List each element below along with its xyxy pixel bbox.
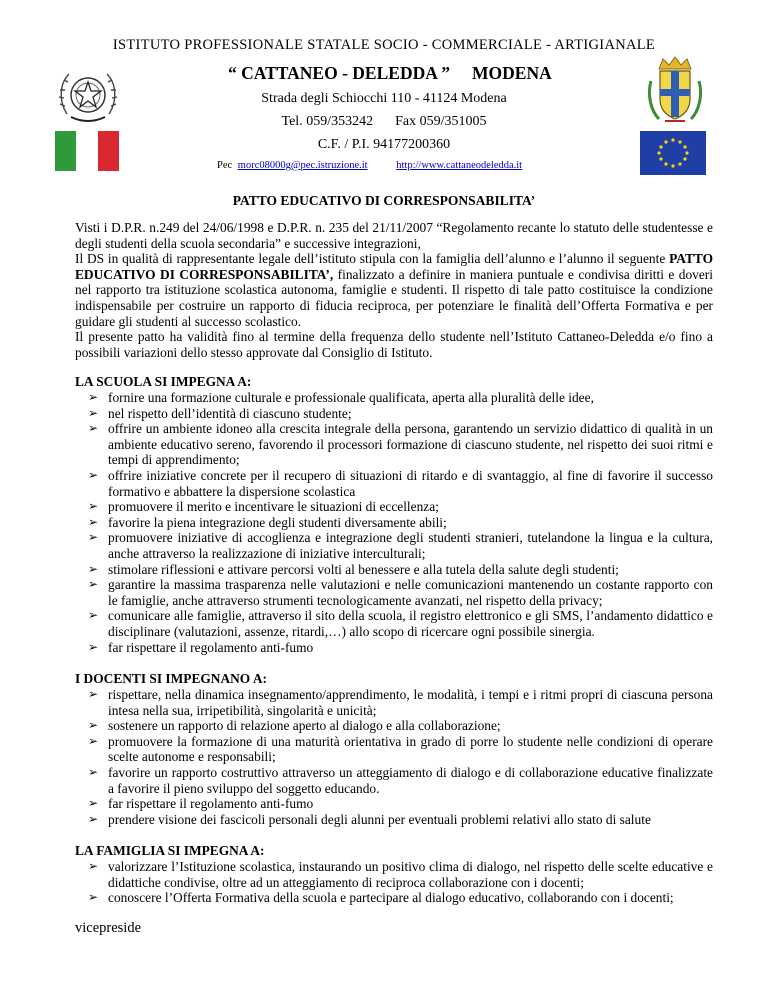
list-item: ➢ promuovere il merito e incentivare le situazioni di eccellenza; bbox=[88, 499, 713, 515]
pec-email-link[interactable]: morc08000g@pec.istruzione.it bbox=[237, 160, 368, 171]
school-name: “ CATTANEO - DELEDDA ” bbox=[228, 63, 451, 83]
phone: Tel. 059/353242 bbox=[281, 114, 374, 129]
school-address: Strada degli Schiocchi 110 - 41124 Modena bbox=[261, 91, 507, 106]
list-item: ➢ promuovere la formazione di una maturità orientativa in grado di porre lo studente nelle condizioni di operare scelte autonome e responsabili; bbox=[88, 734, 713, 765]
list-item: ➢ garantire la massima trasparenza nelle valutazioni e nelle comunicazioni mantenendo un costante rapporto con le famiglie, anche attraverso strumenti tecnologicamente avanzati, nel rispetto della privacy; bbox=[88, 577, 713, 608]
list-item: ➢ valorizzare l’Istituzione scolastica, instaurando un positivo clima di dialogo, nel rispetto delle scelte educative e didattiche condivise, oltre ad un atteggiamento di reciproca collaborazione con i docenti; bbox=[88, 859, 713, 890]
list-item: ➢ conoscere l’Offerta Formativa della scuola e partecipare al dialogo educativo, collaborando con i docenti; bbox=[88, 890, 713, 906]
intro-text bbox=[75, 220, 713, 360]
list-item: ➢ favorire la piena integrazione degli studenti diversamente abili; bbox=[88, 515, 713, 531]
list-item: ➢ fornire una formazione culturale e professionale qualificata, aperta alla pluralità delle idee, bbox=[88, 390, 713, 406]
school-type: ISTITUTO PROFESSIONALE STATALE SOCIO - COMMERCIALE - ARTIGIANALE bbox=[112, 37, 656, 53]
pec-label: Pec bbox=[217, 160, 233, 171]
list-item: ➢ prendere visione dei fascicoli personali degli alunni per eventuali problemi relativi allo stato di salute bbox=[88, 812, 713, 828]
list-item: ➢ comunicare alle famiglie, attraverso il sito della scuola, il registro elettronico e gli SMS, l’andamento didattico e disciplinare (valutazioni, assenze, ritardi,…) allo scopo di ricercare ogni possibile sinergia. bbox=[88, 608, 713, 639]
section-heading-family: LA FAMIGLIA SI IMPEGNA A: bbox=[75, 843, 265, 858]
intro-p2-end: finalizzato a definire in maniera puntuale e condivisa diritti e doveri nel rapporto tra istituzione scolastica autonoma, famiglie e studenti. Il rispetto di tale patto costituisce la condizione indispensabile per costruire un rapporto di fiducia reciproca, per potenziare le finalità dell’Offerta Formativa e per guidare gli studenti al successo scolastico. bbox=[75, 266, 713, 329]
teacher-commitments-list bbox=[88, 687, 713, 827]
list-item: ➢ sostenere un rapporto di relazione aperto al dialogo e alla collaborazione; bbox=[88, 718, 713, 734]
intro-paragraph-1: Visti i D.P.R. n.249 del 24/06/1998 e D.P.R. n. 235 del 21/11/2007 “Regolamento recante lo statuto delle studentesse e degli studenti della scuola secondaria” e successive integrazioni, bbox=[75, 220, 713, 251]
school-city: MODENA bbox=[472, 63, 552, 83]
pec-line bbox=[217, 160, 577, 171]
section-heading-school: LA SCUOLA SI IMPEGNA A: bbox=[75, 374, 252, 389]
fax: Fax 059/351005 bbox=[395, 114, 487, 129]
italian-emblem-icon bbox=[55, 62, 121, 128]
list-item: ➢ nel rispetto dell’identità di ciascuno studente; bbox=[88, 406, 713, 422]
website-link[interactable]: http://www.cattaneodeledda.it bbox=[396, 160, 523, 171]
intro-p2-start: Il DS in qualità di rappresentante legale dell’istituto stipula con la famiglia dell’alunno e l’alunno il seguente bbox=[75, 251, 670, 267]
list-item: ➢ far rispettare il regolamento anti-fumo bbox=[88, 640, 713, 656]
intro-paragraph-2 bbox=[75, 251, 713, 329]
list-item: ➢ promuovere iniziative di accoglienza e integrazione degli studenti stranieri, tutelandone la lingua e la cultura, anche attraverso la realizzazione di iniziative interculturali; bbox=[88, 530, 713, 561]
section-heading-teachers: I DOCENTI SI IMPEGNANO A: bbox=[75, 671, 267, 686]
list-item: ➢ far rispettare il regolamento anti-fumo bbox=[88, 796, 713, 812]
tax-code: C.F. / P.I. 94177200360 bbox=[317, 137, 451, 152]
intro-paragraph-3: Il presente patto ha validità fino al termine della frequenza dello studente nell’Istituto Cattaneo-Deledda e/o fino a possibili variazioni dello stesso approvate dal Consiglio di Istituto. bbox=[75, 329, 713, 360]
list-item: ➢ stimolare riflessioni e attivare percorsi volti al benessere e alla tutela della salute degli studenti; bbox=[88, 562, 713, 578]
family-commitments-list bbox=[88, 859, 713, 906]
list-item: ➢ favorire un rapporto costruttivo attraverso un atteggiamento di dialogo e di collaborazione educative finalizzate a favorire il pieno sviluppo del soggetto educando. bbox=[88, 765, 713, 796]
school-commitments-list bbox=[88, 390, 713, 655]
modena-coat-of-arms-icon bbox=[645, 55, 705, 125]
footer-text: vicepreside bbox=[75, 920, 142, 936]
list-item: ➢ rispettare, nella dinamica insegnamento/apprendimento, le modalità, i tempi e i ritmi propri di ciascuna persona intesa nella sua, irripetibilità, singolarità e unicità; bbox=[88, 687, 713, 718]
eu-flag-icon bbox=[640, 131, 706, 175]
document-title: PATTO EDUCATIVO DI CORRESPONSABILITA’ bbox=[232, 193, 536, 208]
list-item: ➢ offrire iniziative concrete per il recupero di situazioni di ritardo e di svantaggio, al fine di favorire il successo formativo e abbattere la dispersione scolastica bbox=[88, 468, 713, 499]
italian-flag-icon bbox=[55, 131, 119, 171]
list-item: ➢ offrire un ambiente idoneo alla crescita integrale della persona, garantendo un servizio didattico di qualità in un ambiente educativo sereno, favorendo il processori formazione di ciascuno studente, nel rispetto dei suoi ritmi e tempi di apprendimento; bbox=[88, 421, 713, 468]
intro-p2-bold: PATTO EDUCATIVO DI CORRESPONSABILITA’, bbox=[75, 251, 713, 282]
